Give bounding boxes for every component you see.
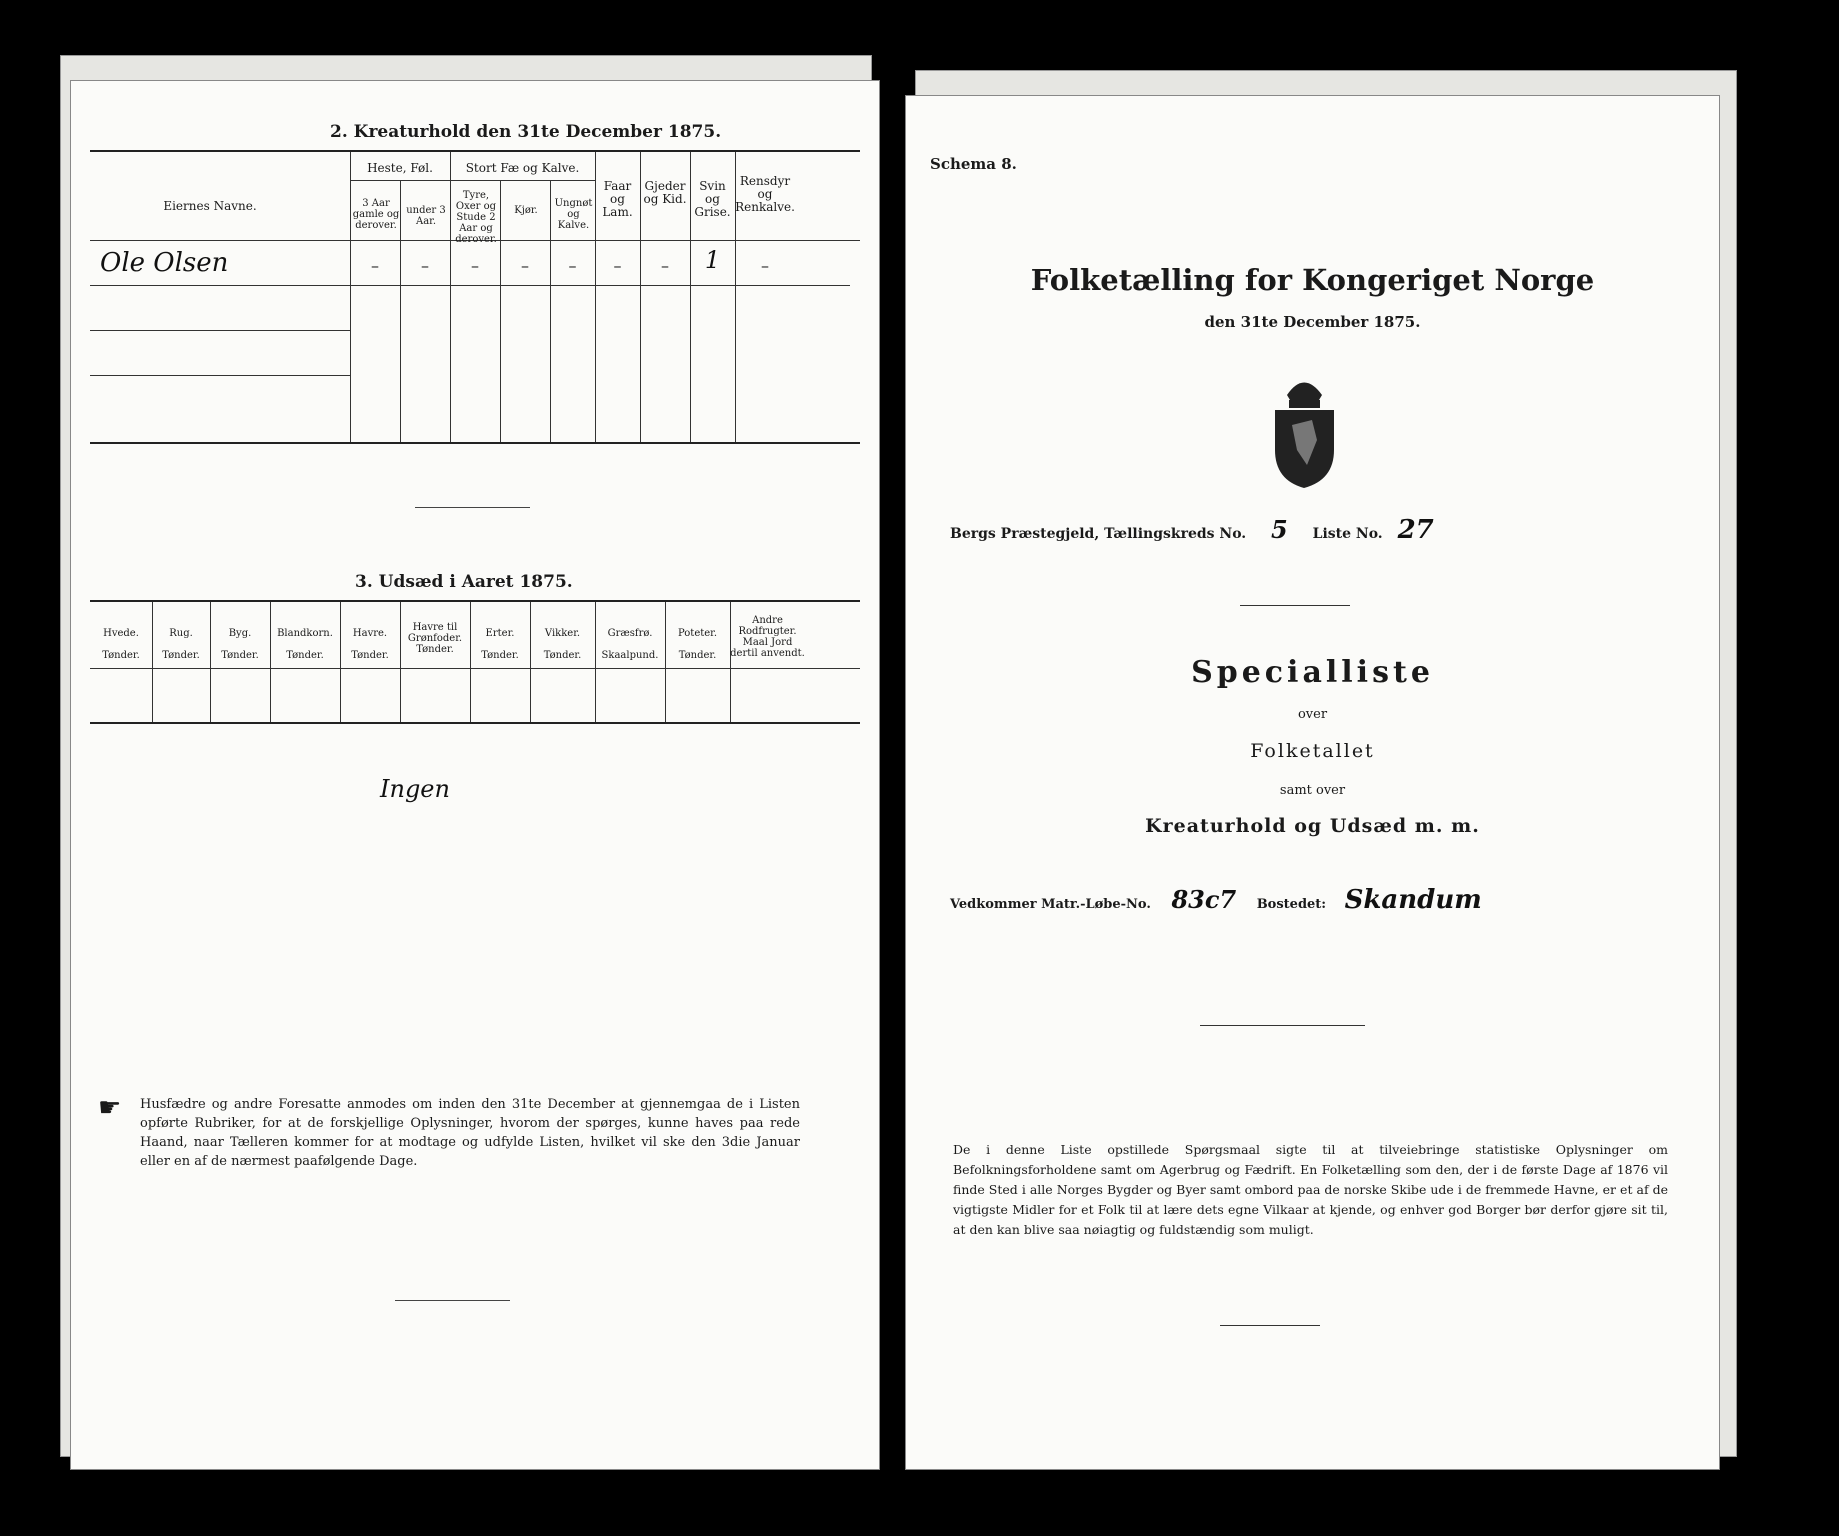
section3-title: 3. Udsæd i Aaret 1875. — [355, 572, 573, 592]
parish-line — [950, 515, 1434, 545]
over-1: over — [1297, 707, 1328, 722]
coat-of-arms-icon — [1267, 370, 1342, 494]
value-horses-young: – — [421, 256, 429, 275]
matr-no: 83c7 — [1171, 885, 1237, 914]
header-cattle: Stort Fæ og Kalve. — [465, 161, 580, 175]
kreaturhold-udsaed: Kreaturhold og Udsæd m. m. — [1145, 815, 1480, 837]
census-title: Folketælling for Kongeriget Norge — [1030, 263, 1595, 297]
folketallet: Folketallet — [1250, 740, 1375, 762]
header-reindeer: Rensdyr og Renkalve. — [735, 174, 795, 215]
header-pigs: Svin og Grise. — [694, 179, 731, 220]
samt-over: samt over — [1279, 783, 1346, 798]
seed-rug: Rug. Tønder. — [162, 628, 200, 661]
value-goats: – — [661, 256, 669, 275]
header-horses-young: under 3 Aar. — [406, 205, 446, 227]
district-no: 5 — [1271, 515, 1288, 544]
census-date: den 31te December 1875. — [1204, 313, 1421, 331]
seed-erter: Erter. Tønder. — [481, 628, 519, 661]
specialliste: Specialliste — [1191, 655, 1434, 690]
seed-byg: Byg. Tønder. — [221, 628, 259, 661]
seed-blandkorn: Blandkorn. Tønder. — [277, 628, 333, 661]
header-bulls: Tyre, Oxer og Stude 2 Aar og derover. — [455, 190, 497, 245]
header-horses-old: 3 Aar gamle og derover. — [352, 198, 400, 231]
owner-name: Ole Olsen — [100, 248, 229, 278]
header-horses: Heste, Føl. — [367, 161, 433, 175]
value-horses-old: – — [371, 256, 379, 275]
list-label: Liste No. — [1312, 526, 1383, 542]
left-page — [70, 80, 880, 1470]
seed-havre: Havre. Tønder. — [351, 628, 389, 661]
pointing-hand-icon: ☛ — [98, 1093, 122, 1123]
bosted-label: Bostedet: — [1256, 897, 1327, 912]
bosted-value: Skandum — [1344, 885, 1482, 915]
value-pigs: 1 — [704, 246, 721, 274]
value-calves: – — [568, 256, 577, 275]
seed-poteter: Poteter. Tønder. — [677, 628, 718, 661]
right-page — [905, 95, 1720, 1470]
bottom-divider — [395, 1300, 510, 1301]
header-calves: Ungnøt og Kalve. — [554, 198, 593, 231]
seed-vikker: Vikker. Tønder. — [543, 628, 582, 661]
header-cows: Kjør. — [514, 205, 538, 216]
notice-text: Husfædre og andre Foresatte anmodes om inden den 31te December at gjennemgaa de i Listen opførte Rubriker, for at de forskjellige Oplysninger, hvorom der spørges, kunne haves paa rede Haand, naar Tælleren kommer for at modtage og udfylde Listen, hvilket vil ske den 3die Januar eller en af de nærmest paafølgende Dage. — [140, 1097, 800, 1169]
list-no: 27 — [1397, 515, 1434, 545]
divider — [415, 507, 530, 508]
seed-graesfro: Græsfrø. Skaalpund. — [601, 628, 659, 661]
value-bulls: – — [471, 256, 479, 275]
value-reindeer: – — [761, 256, 769, 275]
parish-label: Bergs Præstegjeld, Tællingskreds No. — [950, 526, 1247, 542]
header-owner: Eiernes Navne. — [163, 199, 257, 213]
section2-title: 2. Kreaturhold den 31te December 1875. — [330, 122, 722, 142]
schema-label: Schema 8. — [930, 155, 1017, 173]
value-cows: – — [521, 256, 529, 275]
header-sheep: Faar og Lam. — [602, 179, 633, 220]
seed-note: Ingen — [380, 775, 450, 803]
matr-label: Vedkommer Matr.-Løbe-No. — [950, 897, 1151, 912]
matr-line — [950, 885, 1482, 915]
seed-havre-gronfoder: Havre til Grønfoder. Tønder. — [407, 622, 463, 655]
seed-hvede: Hvede. Tønder. — [102, 628, 140, 661]
footer-text: De i denne Liste opstillede Spørgsmaal sigte til at tilveiebringe statistiske Oplysninger om Befolkningsforholdene samt om Agerbrug og Fædrift. En Folketælling som den, der i de første Dage af 1876 vil finde Sted i alle Norges Bygder og Byer samt ombord paa de norske Skibe ude i de fremmede Havne, er et af de vigtigste Midler for et Folk til at lære dets egne Vilkaar at kjende, og enhver god Borger bør derfor gjøre sit til, at den kan blive saa nøiagtig og fuldstændig som muligt. — [953, 1142, 1668, 1237]
header-goats: Gjeder og Kid. — [643, 179, 687, 207]
value-sheep: – — [613, 256, 622, 275]
seed-andre: Andre Rodfrugter. Maal Jord dertil anvendt. — [730, 615, 805, 659]
